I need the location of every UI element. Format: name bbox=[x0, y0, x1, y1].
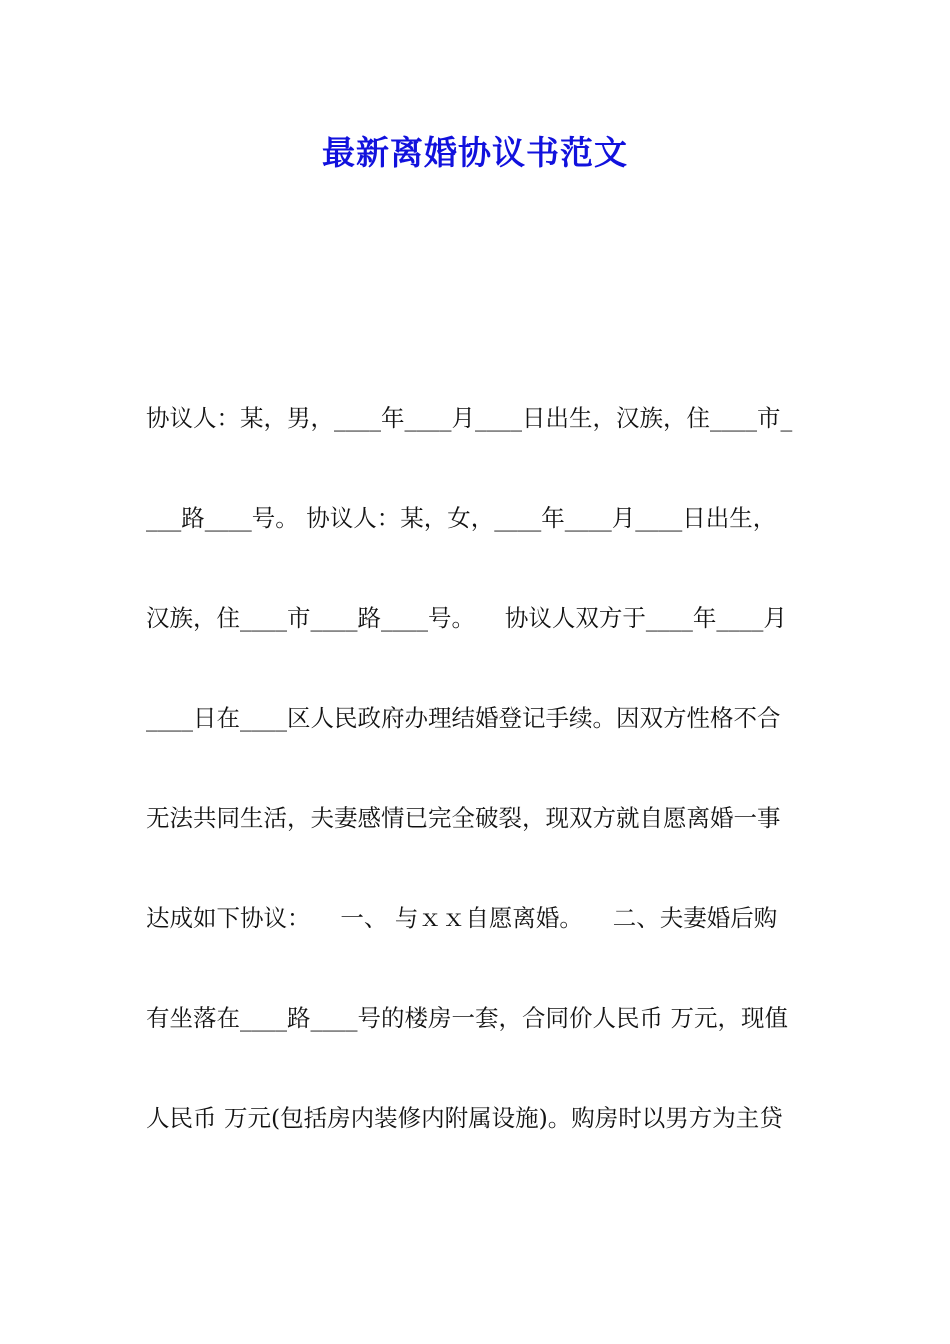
document-body bbox=[146, 392, 826, 1192]
body-line: ___路____号。 协议人：某，女，____年____月____日出生， bbox=[146, 504, 777, 532]
body-line: 达成如下协议： 一、 与ｘｘ自愿离婚。 二、夫妻婚后购 bbox=[146, 904, 778, 932]
body-line: 人民币 万元(包括房内装修内附属设施)。购房时以男方为主贷 bbox=[146, 1104, 783, 1132]
body-line: 有坐落在____路____号的楼房一套，合同价人民币 万元，现值 bbox=[146, 1004, 788, 1032]
body-line: 汉族，住____市____路____号。 协议人双方于____年____月 bbox=[146, 604, 787, 632]
document-title: 最新离婚协议书范文 bbox=[322, 133, 628, 172]
body-line: ____日在____区人民政府办理结婚登记手续。因双方性格不合 bbox=[146, 704, 781, 732]
body-line: 无法共同生活，夫妻感情已完全破裂，现双方就自愿离婚一事 bbox=[146, 804, 781, 832]
body-line: 协议人：某，男，____年____月____日出生，汉族，住____市_ bbox=[146, 404, 793, 432]
